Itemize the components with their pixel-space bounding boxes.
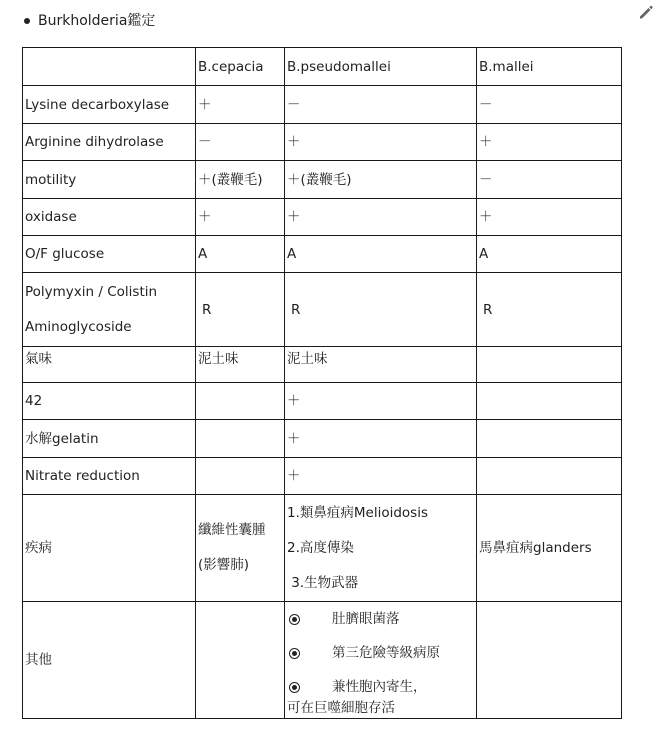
- table-row: [23, 602, 622, 719]
- row-label: motility: [23, 161, 196, 199]
- radio-bullet-icon: [289, 648, 300, 659]
- list-item-text: 兼性胞內寄生，: [332, 679, 427, 695]
- cell-pseudomallei: [285, 602, 477, 719]
- row-label: [23, 273, 196, 347]
- cell-mallei: [477, 602, 622, 719]
- header-cepacia: B.cepacia: [196, 48, 285, 86]
- list-item: [287, 636, 474, 670]
- cell-cepacia: A: [196, 236, 285, 273]
- row-label: oxidase: [23, 199, 196, 236]
- table-row: [23, 86, 622, 124]
- list-item: [287, 602, 474, 636]
- table-row: [23, 124, 622, 161]
- table-row: [23, 458, 622, 495]
- disease-line2: 2.高度傳染: [287, 539, 354, 556]
- cell-mallei: －: [477, 161, 622, 199]
- row-label: 氣味: [23, 347, 196, 383]
- cell-cepacia: [196, 458, 285, 495]
- cell-pseudomallei: ＋: [285, 124, 477, 161]
- cell-cepacia: [196, 420, 285, 458]
- table-row: [23, 161, 622, 199]
- cell-pseudomallei: 泥土味: [285, 347, 477, 383]
- radio-bullet-icon: [289, 682, 300, 693]
- pencil-icon[interactable]: [637, 3, 655, 21]
- row-label-line2: Aminoglycoside: [25, 318, 132, 335]
- cell-mallei: ＋: [477, 124, 622, 161]
- list-item-text: 第三危險等級病原: [332, 645, 440, 661]
- cepacia-line1: 纖維性囊腫: [198, 522, 266, 538]
- bullet-icon: [24, 18, 30, 24]
- cell-pseudomallei: ＋: [285, 199, 477, 236]
- cell-mallei: [477, 420, 622, 458]
- cell-cepacia: [196, 495, 285, 602]
- list-item-text: 肚臍眼菌落: [332, 611, 400, 627]
- cell-cepacia: 泥土味: [196, 347, 285, 383]
- cell-cepacia: [196, 383, 285, 420]
- cell-pseudomallei: ＋(叢鞭毛): [285, 161, 477, 199]
- cell-cepacia: ＋(叢鞭毛): [196, 161, 285, 199]
- cell-pseudomallei: A: [285, 236, 477, 273]
- section-heading: [38, 11, 155, 31]
- table-row: [23, 383, 622, 420]
- cell-pseudomallei: ＋: [285, 383, 477, 420]
- header-pseudomallei: B.pseudomallei: [285, 48, 477, 86]
- cell-mallei: 馬鼻疽病glanders: [477, 495, 622, 602]
- table-row: [23, 236, 622, 273]
- cell-mallei: [477, 458, 622, 495]
- cell-cepacia: －: [196, 124, 285, 161]
- heading-text: Burkholderia鑑定: [38, 13, 156, 29]
- cell-mallei: R: [477, 273, 622, 347]
- cell-cepacia: ＋: [196, 199, 285, 236]
- disease-line1: 1.類鼻疽病Melioidosis: [287, 504, 428, 521]
- cell-pseudomallei: [285, 495, 477, 602]
- cell-mallei: [477, 347, 622, 383]
- row-label: 疾病: [23, 495, 196, 602]
- table-row: [23, 420, 622, 458]
- row-label: O/F glucose: [23, 236, 196, 273]
- cell-cepacia: R: [196, 273, 285, 347]
- cell-cepacia: [196, 602, 285, 719]
- row-label-line1: Polymyxin / Colistin: [25, 283, 158, 300]
- cell-pseudomallei: －: [285, 86, 477, 124]
- disease-line3: 3.生物武器: [287, 574, 359, 591]
- list-item: [287, 670, 474, 718]
- cell-mallei: ＋: [477, 199, 622, 236]
- header-empty-cell: [23, 48, 196, 86]
- radio-bullet-icon: [289, 614, 300, 625]
- header-mallei: B.mallei: [477, 48, 622, 86]
- table-row: [23, 273, 622, 347]
- row-label: 其他: [23, 602, 196, 719]
- table-row: [23, 495, 622, 602]
- cell-pseudomallei: R: [285, 273, 477, 347]
- cell-pseudomallei: ＋: [285, 420, 477, 458]
- cell-mallei: [477, 383, 622, 420]
- table-row: [23, 199, 622, 236]
- cell-pseudomallei: ＋: [285, 458, 477, 495]
- cell-cepacia: ＋: [196, 86, 285, 124]
- row-label: Lysine decarboxylase: [23, 86, 196, 124]
- row-label: 42: [23, 383, 196, 420]
- burkholderia-table: [22, 47, 622, 719]
- cepacia-line2: (影響肺): [198, 557, 250, 573]
- cell-mallei: A: [477, 236, 622, 273]
- row-label: 水解gelatin: [23, 420, 196, 458]
- header-row: [23, 48, 622, 86]
- table-row: [23, 347, 622, 383]
- list-item-text-continued: 可在巨噬細胞存活: [287, 700, 395, 716]
- row-label: Nitrate reduction: [23, 458, 196, 495]
- cell-mallei: －: [477, 86, 622, 124]
- row-label: Arginine dihydrolase: [23, 124, 196, 161]
